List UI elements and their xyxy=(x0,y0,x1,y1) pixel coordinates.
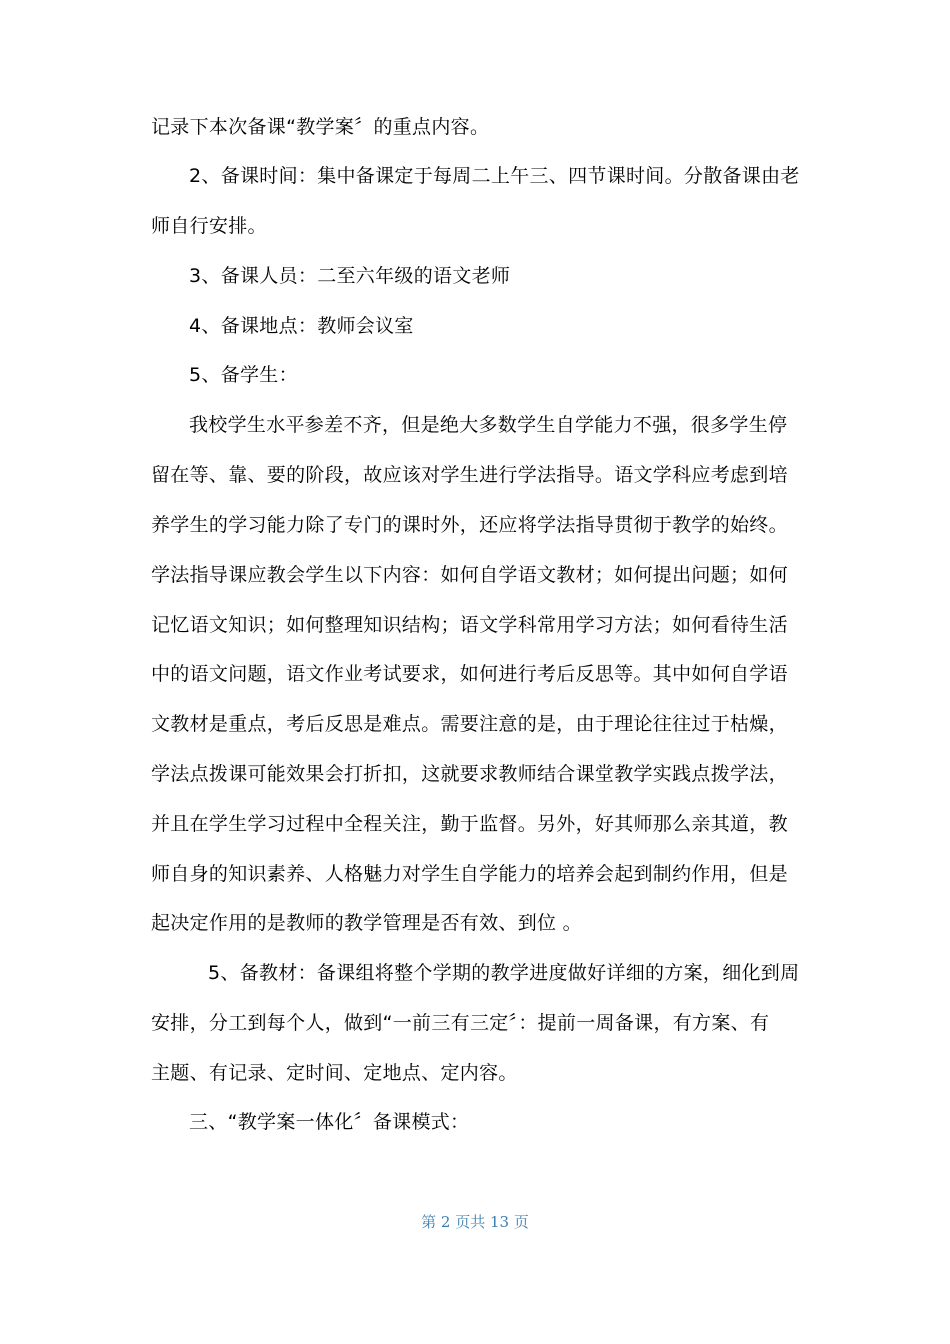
page-number: 第 2 页共 13 页 xyxy=(421,1213,529,1231)
text-line: 学法点拨课可能效果会打折扣，这就要求教师结合课堂教学实践点拨学法， xyxy=(151,763,788,785)
text-line: 师自身的知识素养、人格魅力对学生自学能力的培养会起到制约作用，但是 xyxy=(151,863,788,885)
text-line: 师自行安排。 xyxy=(151,215,267,237)
text-line: 4、备课地点：教师会议室 xyxy=(189,315,414,337)
text-line: 起决定作用的是教师的教学管理是否有效、到位 。 xyxy=(151,912,582,934)
text-line: 2、备课时间：集中备课定于每周二上午三、四节课时间。分散备课由老 xyxy=(189,165,800,187)
text-line: 我校学生水平参差不齐，但是绝大多数学生自学能力不强，很多学生停 xyxy=(189,414,788,436)
text-line: 5、备教材：备课组将整个学期的教学进度做好详细的方案，细化到周 xyxy=(208,962,800,984)
text-line: 留在等、靠、要的阶段，故应该对学生进行学法指导。语文学科应考虑到培 xyxy=(151,464,788,486)
text-line: 养学生的学习能力除了专门的课时外，还应将学法指导贯彻于教学的始终。 xyxy=(151,514,788,536)
text-line: 文教材是重点，考后反思是难点。需要注意的是，由于理论往往过于枯燥， xyxy=(151,713,788,735)
text-line: 安排，分工到每个人，做到“一前三有三定〞：提前一周备课，有方案、有 xyxy=(151,1012,770,1034)
text-line: 主题、有记录、定时间、定地点、定内容。 xyxy=(151,1062,518,1084)
section-heading: 三、“教学案一体化〞备课模式： xyxy=(189,1111,470,1133)
text-line: 并且在学生学习过程中全程关注，勤于监督。另外，好其师那么亲其道，教 xyxy=(151,813,788,835)
text-line: 3、备课人员：二至六年级的语文老师 xyxy=(189,265,511,287)
text-line: 记忆语文知识；如何整理知识结构；语文学科常用学习方法；如何看待生活 xyxy=(151,614,788,636)
text-line: 5、备学生： xyxy=(189,364,298,386)
text-line: 中的语文问题，语文作业考试要求，如何进行考后反思等。其中如何自学语 xyxy=(151,663,788,685)
text-line: 记录下本次备课“教学案〞的重点内容。 xyxy=(151,116,490,138)
text-line: 学法指导课应教会学生以下内容：如何自学语文教材；如何提出问题；如何 xyxy=(151,564,788,586)
